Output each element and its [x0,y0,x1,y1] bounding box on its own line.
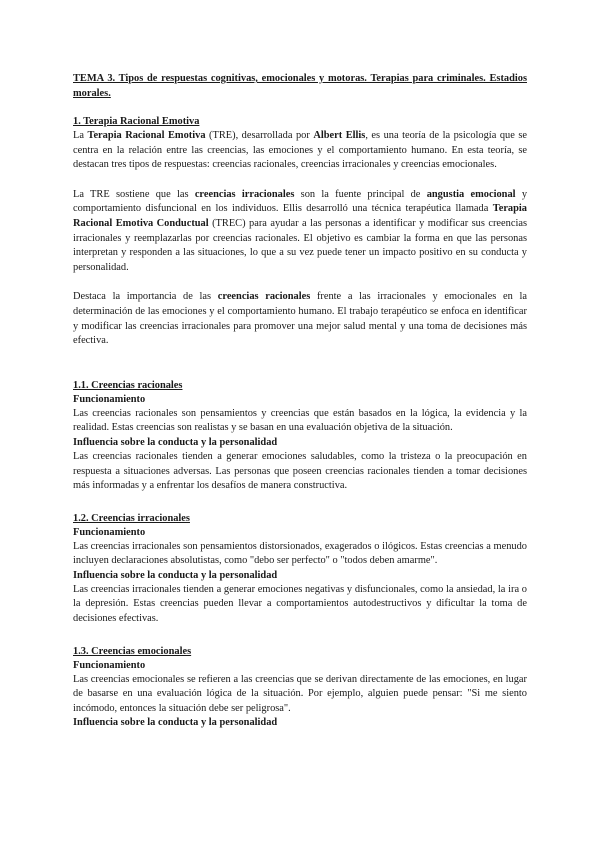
text-run: La TRE sostiene que las [73,188,195,200]
section-heading-1-2: 1.2. Creencias irracionales [73,512,190,524]
text-run: son la fuente principal de [294,188,427,200]
text-run: Destaca la importancia de las [73,291,218,303]
subheading-influencia: Influencia sobre la conducta y la personalidad [73,436,278,448]
subheading-funcionamiento: Funcionamiento [73,659,146,671]
bold-term: Albert Ellis [313,130,366,141]
paragraph-funcionamiento: Las creencias emocionales se refieren a las creencias que se derivan directamente de las emociones, en lugar de basarse en una evaluación lógica de la situación. Por ejemplo, alguien puede pensar: "Si me siento incómodo, entonces la situación debe ser peligrosa". [73,673,527,714]
paragraph-tre-rational [73,290,527,348]
bold-term: creencias irracionales [194,188,295,200]
subheading-influencia: Influencia sobre la conducta y la personalidad [73,569,278,581]
paragraph-tre-irrational [73,188,527,276]
subheading-influencia: Influencia sobre la conducta y la personalidad [73,717,278,729]
bold-term: angustia emocional [426,188,516,200]
subheading-funcionamiento: Funcionamiento [73,526,146,538]
text-run: (TREC) para ayudar a las personas a identificar y modificar sus creencias irracionales y reemplazarlas por creencias racionales. El objetivo es cambiar la forma en que las personas interpretan y responden a las situaciones, lo que a su vez puede tener un impacto positivo en su conducta y personalidad. [73,217,527,273]
bold-term: Terapia Racional Emotiva [87,130,206,141]
paragraph-tre-intro [73,129,527,173]
section-heading-1: 1. Terapia Racional Emotiva [73,116,200,127]
paragraph-funcionamiento: Las creencias irracionales son pensamientos distorsionados, exagerados o ilógicos. Estas creencias a menudo incluyen declaraciones absolutistas, como "debo ser perfecto" o "todos deben amarme". [73,540,527,567]
text-run: (TRE), desarrollada por [205,130,314,141]
subheading-funcionamiento: Funcionamiento [73,393,146,405]
document-content [73,72,527,730]
section-heading-1-1: 1.1. Creencias racionales [73,379,183,391]
paragraph-influencia: Las creencias irracionales tienden a generar emociones negativas y disfuncionales, como la ansiedad, la ira o la depresión. Estas creencias pueden llevar a comportamientos autodestructivos y dificultar la toma de decisiones efectivas. [73,583,527,625]
page-title: TEMA 3. Tipos de respuestas cognitivas, emocionales y motoras. Terapias para criminales. Estadios morales. [73,73,527,99]
bold-term: creencias racionales [217,291,311,303]
text-run: frente a las irracionales y emocionales en la determinación de las emociones y el comportamiento humano. El trabajo terapéutico se enfoca en identificar y modificar las creencias irracionales para promover una mejor salud mental y una toma de decisiones más efectiva. [73,291,528,347]
text-run: y comportamiento disfuncional en los individuos. Ellis desarrolló una técnica terapéutica llamada [73,188,528,215]
paragraph-funcionamiento: Las creencias racionales son pensamientos y creencias que están basados en la lógica, la evidencia y la realidad. Estas creencias son realistas y se basan en una evaluación objetiva de la situación. [73,407,527,434]
bold-term: Terapia Racional Emotiva Conductual [73,203,527,229]
paragraph-influencia: Las creencias racionales tienden a generar emociones saludables, como la tristeza o la preocupación en respuesta a situaciones adversas. Las personas que poseen creencias racionales tienden a tomar decisiones más informadas y a enfrentar los desafíos de manera constructiva. [73,450,527,492]
text-run: , es una teoría de la psicología que se centra en la relación entre las creencias, las emociones y el comportamiento humano. En esta teoría, se destacan tres tipos de respuestas: creencias racionales, creencias irracionales y creencias emocionales. [73,130,527,171]
section-heading-1-3: 1.3. Creencias emocionales [73,645,192,657]
text-run: La [73,130,88,141]
